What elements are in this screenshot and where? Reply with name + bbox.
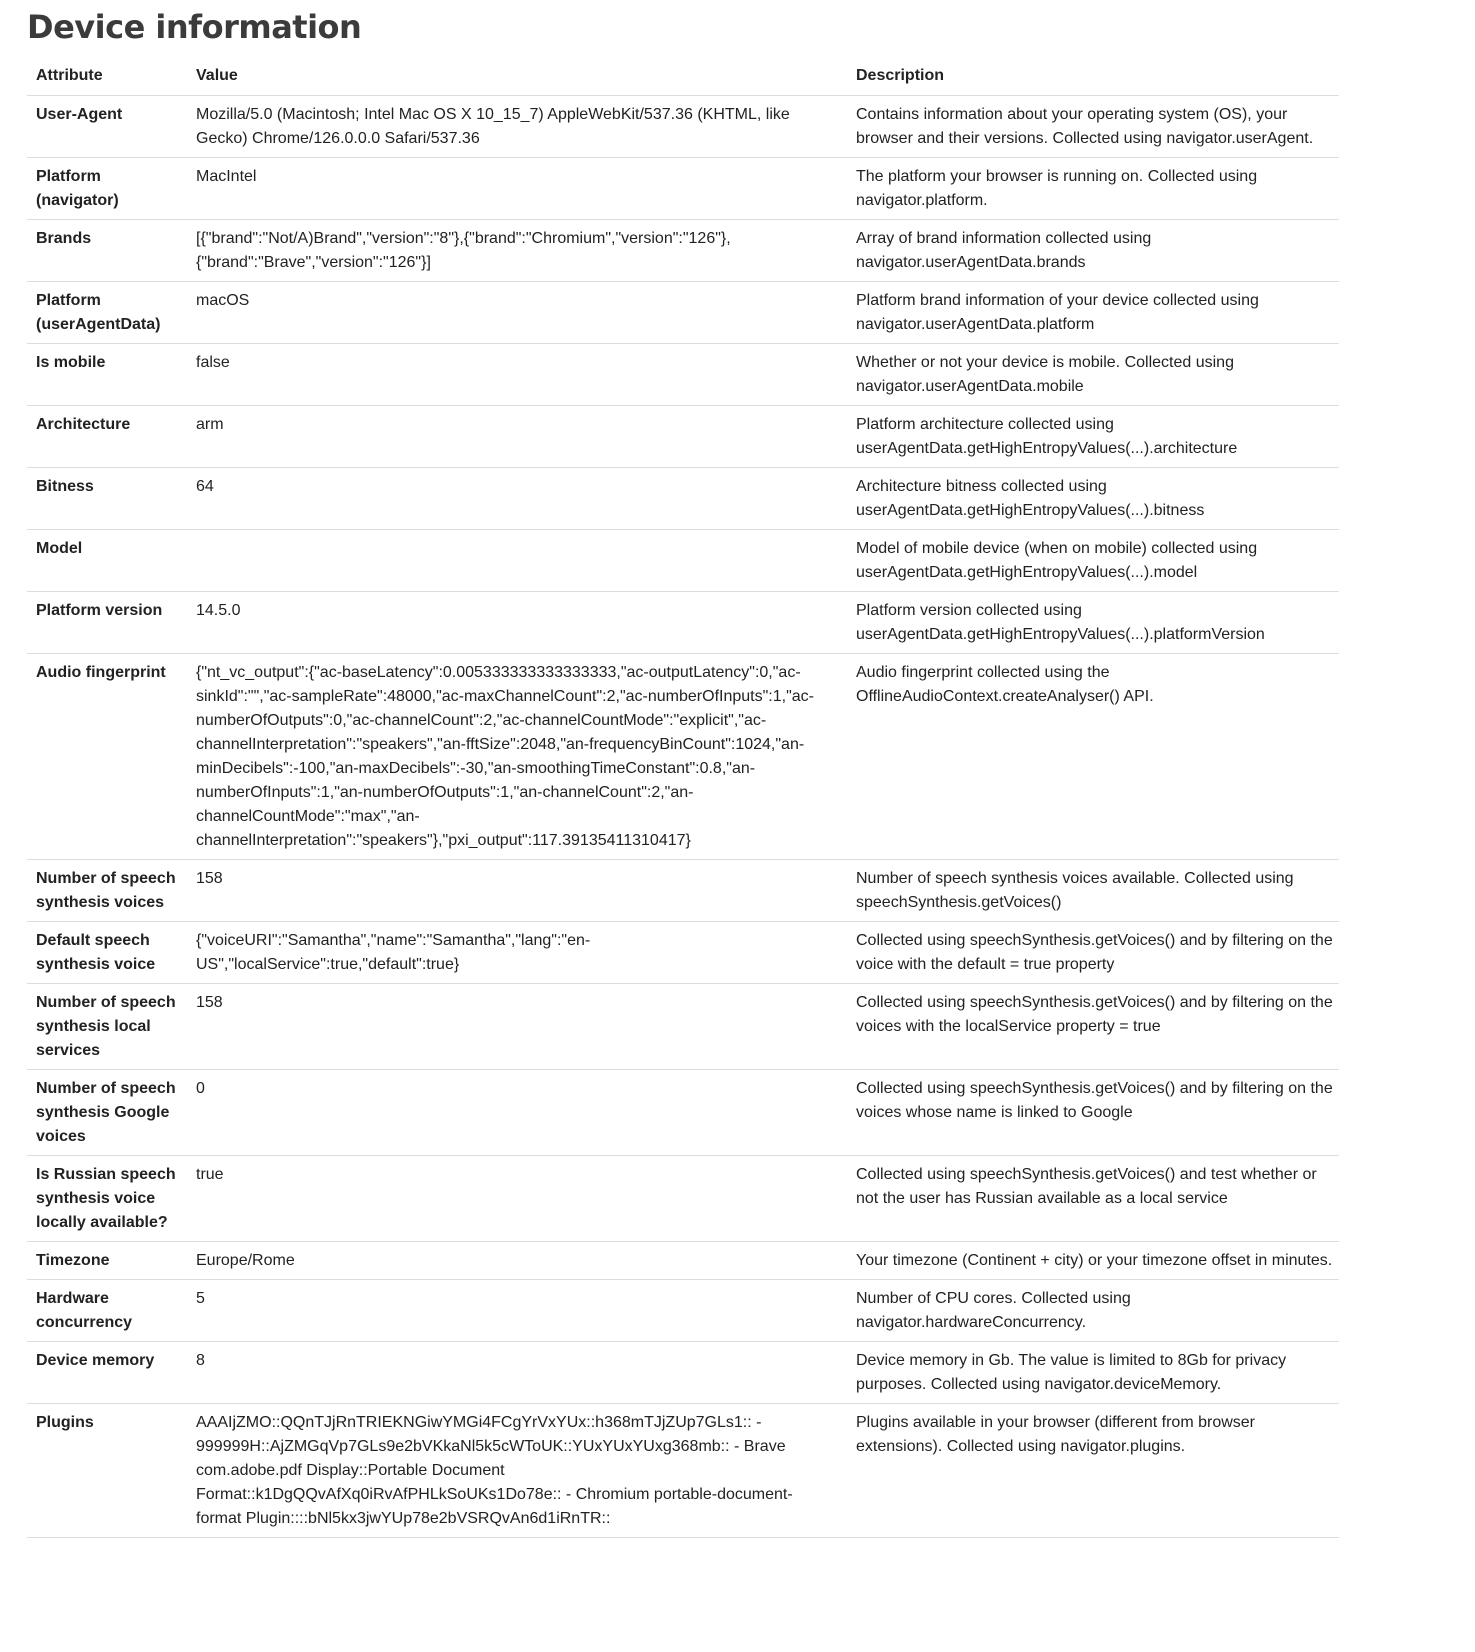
value-cell: arm	[187, 406, 847, 468]
attribute-cell: Is Russian speech synthesis voice locally available?	[27, 1156, 187, 1242]
attribute-cell: Timezone	[27, 1242, 187, 1280]
value-cell: 158	[187, 984, 847, 1070]
table-row	[27, 984, 1339, 1070]
table-row	[27, 220, 1339, 282]
value-cell: 14.5.0	[187, 592, 847, 654]
value-cell: 5	[187, 1280, 847, 1342]
description-cell: Model of mobile device (when on mobile) collected using userAgentData.getHighEntropyValues(...).model	[847, 530, 1339, 592]
value-cell: {"voiceURI":"Samantha","name":"Samantha","lang":"en-US","localService":true,"default":true}	[187, 922, 847, 984]
table-row	[27, 530, 1339, 592]
table-row	[27, 1342, 1339, 1404]
description-cell: Collected using speechSynthesis.getVoices() and by filtering on the voices whose name is linked to Google	[847, 1070, 1339, 1156]
description-cell: Device memory in Gb. The value is limited to 8Gb for privacy purposes. Collected using navigator.deviceMemory.	[847, 1342, 1339, 1404]
description-cell: Whether or not your device is mobile. Collected using navigator.userAgentData.mobile	[847, 344, 1339, 406]
table-row	[27, 1070, 1339, 1156]
column-header-description: Description	[847, 58, 1339, 96]
attribute-cell: Model	[27, 530, 187, 592]
description-cell: Collected using speechSynthesis.getVoices() and by filtering on the voices with the localService property = true	[847, 984, 1339, 1070]
table-row	[27, 1242, 1339, 1280]
attribute-cell: Number of speech synthesis local services	[27, 984, 187, 1070]
attribute-cell: User-Agent	[27, 96, 187, 158]
value-cell: MacIntel	[187, 158, 847, 220]
attribute-cell: Audio fingerprint	[27, 654, 187, 860]
description-cell: Architecture bitness collected using userAgentData.getHighEntropyValues(...).bitness	[847, 468, 1339, 530]
description-cell: Number of CPU cores. Collected using navigator.hardwareConcurrency.	[847, 1280, 1339, 1342]
value-cell: Mozilla/5.0 (Macintosh; Intel Mac OS X 10_15_7) AppleWebKit/537.36 (KHTML, like Gecko) Chrome/126.0.0.0 Safari/537.36	[187, 96, 847, 158]
description-cell: Your timezone (Continent + city) or your timezone offset in minutes.	[847, 1242, 1339, 1280]
attribute-cell: Platform version	[27, 592, 187, 654]
value-cell: [{"brand":"Not/A)Brand","version":"8"},{"brand":"Chromium","version":"126"},{"brand":"Brave","version":"126"}]	[187, 220, 847, 282]
device-info-table	[27, 58, 1339, 1538]
table-row	[27, 96, 1339, 158]
page-title: Device information	[27, 8, 362, 46]
value-cell: false	[187, 344, 847, 406]
attribute-cell: Default speech synthesis voice	[27, 922, 187, 984]
description-cell: Array of brand information collected using navigator.userAgentData.brands	[847, 220, 1339, 282]
table-row	[27, 158, 1339, 220]
description-cell: Contains information about your operating system (OS), your browser and their versions. Collected using navigator.userAgent.	[847, 96, 1339, 158]
description-cell: Platform brand information of your device collected using navigator.userAgentData.platform	[847, 282, 1339, 344]
attribute-cell: Device memory	[27, 1342, 187, 1404]
table-row	[27, 344, 1339, 406]
attribute-cell: Bitness	[27, 468, 187, 530]
value-cell	[187, 530, 847, 592]
attribute-cell: Brands	[27, 220, 187, 282]
value-cell: macOS	[187, 282, 847, 344]
value-cell: 8	[187, 1342, 847, 1404]
description-cell: The platform your browser is running on. Collected using navigator.platform.	[847, 158, 1339, 220]
table-row	[27, 282, 1339, 344]
description-cell: Plugins available in your browser (different from browser extensions). Collected using navigator.plugins.	[847, 1404, 1339, 1538]
value-cell: true	[187, 1156, 847, 1242]
value-cell: {"nt_vc_output":{"ac-baseLatency":0.005333333333333333,"ac-outputLatency":0,"ac-sinkId":"","ac-sampleRate":48000,"ac-maxChannelCount":2,"ac-numberOfInputs":1,"ac-numberOfOutputs":0,"ac-channelCount":2,"ac-channelCountMode":"explicit","ac-channelInterpretation":"speakers","an-fftSize":2048,"an-frequencyBinCount":1024,"an-minDecibels":-100,"an-maxDecibels":-30,"an-smoothingTimeConstant":0.8,"an-numberOfInputs":1,"an-numberOfOutputs":1,"an-channelCount":2,"an-channelCountMode":"max","an-channelInterpretation":"speakers"},"pxi_output":117.39135411310417}	[187, 654, 847, 860]
attribute-cell: Hardware concurrency	[27, 1280, 187, 1342]
description-cell: Audio fingerprint collected using the OfflineAudioContext.createAnalyser() API.	[847, 654, 1339, 860]
table-row	[27, 654, 1339, 860]
table-row	[27, 468, 1339, 530]
column-header-value: Value	[187, 58, 847, 96]
table-row	[27, 406, 1339, 468]
table-header-row	[27, 58, 1339, 96]
table-row	[27, 1404, 1339, 1538]
table-row	[27, 1280, 1339, 1342]
table-row	[27, 922, 1339, 984]
value-cell: AAAIjZMO::QQnTJjRnTRIEKNGiwYMGi4FCgYrVxYUx::h368mTJjZUp7GLs1:: - 999999H::AjZMGqVp7GLs9e2bVKkaNl5k5cWToUK::YUxYUxYUxg368mb:: - Brave com.adobe.pdf Display::Portable Document Format::k1DgQQvAfXq0iRvAfPHLkSoUKs1Do78e:: - Chromium portable-document-format Plugin::::bNl5kx3jwYUp78e2bVSRQvAn6d1iRnTR::	[187, 1404, 847, 1538]
table-row	[27, 1156, 1339, 1242]
value-cell: 64	[187, 468, 847, 530]
value-cell: 0	[187, 1070, 847, 1156]
column-header-attribute: Attribute	[27, 58, 187, 96]
description-cell: Platform version collected using userAgentData.getHighEntropyValues(...).platformVersion	[847, 592, 1339, 654]
attribute-cell: Platform (userAgentData)	[27, 282, 187, 344]
table-row	[27, 860, 1339, 922]
description-cell: Number of speech synthesis voices available. Collected using speechSynthesis.getVoices()	[847, 860, 1339, 922]
attribute-cell: Number of speech synthesis Google voices	[27, 1070, 187, 1156]
attribute-cell: Is mobile	[27, 344, 187, 406]
attribute-cell: Number of speech synthesis voices	[27, 860, 187, 922]
table-row	[27, 592, 1339, 654]
value-cell: 158	[187, 860, 847, 922]
description-cell: Collected using speechSynthesis.getVoices() and test whether or not the user has Russian available as a local service	[847, 1156, 1339, 1242]
value-cell: Europe/Rome	[187, 1242, 847, 1280]
attribute-cell: Plugins	[27, 1404, 187, 1538]
description-cell: Collected using speechSynthesis.getVoices() and by filtering on the voice with the default = true property	[847, 922, 1339, 984]
attribute-cell: Architecture	[27, 406, 187, 468]
attribute-cell: Platform (navigator)	[27, 158, 187, 220]
description-cell: Platform architecture collected using userAgentData.getHighEntropyValues(...).architecture	[847, 406, 1339, 468]
device-information-section	[27, 0, 1339, 1538]
